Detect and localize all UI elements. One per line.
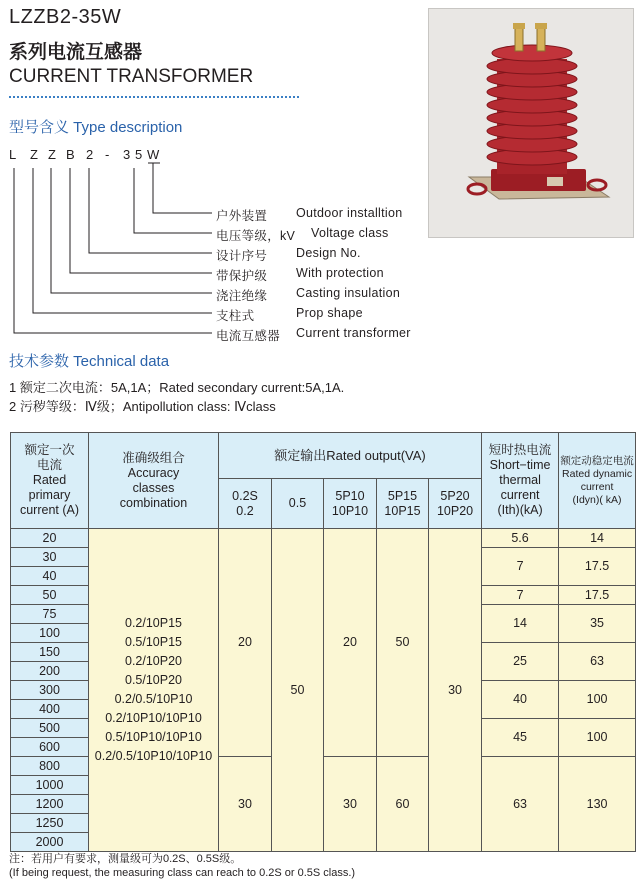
accuracy-combinations-cell: 0.2/10P15 0.5/10P15 0.2/10P20 0.5/10P20 0.2/0.5/10P10 0.2/10P10/10P10 0.5/10P10/10P10 0.2/0.5/10P10/10P10	[89, 529, 219, 852]
ith-cell: 5.6	[482, 529, 559, 548]
code-char: -	[105, 147, 110, 162]
technical-line: 2 污秽等级：Ⅳ级；Antipollution class: Ⅳclass	[9, 399, 276, 414]
ith-cell: 63	[482, 757, 559, 852]
idyn-cell: 100	[559, 719, 636, 757]
header-short-time-current: 短时热电流 Short−time thermal current (Ith)(kA)	[482, 433, 559, 529]
output-0.2-cell: 20	[219, 529, 272, 757]
type-item-cn: 浇注绝缘	[216, 289, 268, 303]
header-class-0.5: 0.5	[272, 479, 324, 529]
footnote-en: (If being request, the measuring class can reach to 0.2S or 0.5S class.)	[9, 867, 356, 879]
header-rated-primary-current: 额定一次 电流 Rated primary current (A)	[11, 433, 89, 529]
footnote-cn: 注：若用户有要求，测量级可为0.2S、0.5S级。	[9, 853, 242, 865]
primary-current-cell: 50	[11, 586, 89, 605]
primary-current-cell: 600	[11, 738, 89, 757]
output-5p20-cell: 30	[429, 529, 482, 852]
code-char: W	[147, 147, 160, 162]
idyn-cell: 14	[559, 529, 636, 548]
type-item-en: Prop shape	[296, 306, 363, 320]
header-rated-output: 额定输出Rated output(VA)	[219, 433, 482, 479]
primary-current-cell: 400	[11, 700, 89, 719]
ith-cell: 7	[482, 586, 559, 605]
header-accuracy-classes: 准确级组合 Accuracy classes combination	[89, 433, 219, 529]
code-char: B	[66, 147, 75, 162]
idyn-cell: 35	[559, 605, 636, 643]
ith-cell: 40	[482, 681, 559, 719]
output-0.5-cell: 50	[272, 529, 324, 852]
primary-current-cell: 40	[11, 567, 89, 586]
type-item-en: Current transformer	[296, 326, 411, 340]
header-class-5p20: 5P20 10P20	[429, 479, 482, 529]
code-char: Z	[48, 147, 56, 162]
output-5p15-cell: 50	[377, 529, 429, 757]
type-item-cn: 电流互感器	[216, 329, 281, 343]
output-0.2-cell: 30	[219, 757, 272, 852]
header-class-5p15: 5P15 10P15	[377, 479, 429, 529]
type-item-en: With protection	[296, 266, 384, 280]
code-char: 2	[86, 147, 94, 162]
ith-cell: 7	[482, 548, 559, 586]
idyn-cell: 130	[559, 757, 636, 852]
type-item-en: Outdoor installtion	[296, 206, 403, 220]
primary-current-cell: 300	[11, 681, 89, 700]
current-transformer-illustration	[429, 9, 633, 237]
technical-line: 1 额定二次电流：5A,1A；Rated secondary current:5A,1A.	[9, 380, 345, 395]
type-item-cn: 户外装置	[216, 209, 268, 223]
idyn-cell: 63	[559, 643, 636, 681]
ith-cell: 45	[482, 719, 559, 757]
type-item-cn: 支柱式	[216, 309, 255, 323]
primary-current-cell: 100	[11, 624, 89, 643]
ith-cell: 25	[482, 643, 559, 681]
primary-current-cell: 1000	[11, 776, 89, 795]
type-description-heading: 型号含义 Type description	[9, 119, 183, 136]
idyn-cell: 17.5	[559, 586, 636, 605]
primary-current-cell: 150	[11, 643, 89, 662]
primary-current-cell: 20	[11, 529, 89, 548]
primary-current-cell: 200	[11, 662, 89, 681]
type-code-leader-lines	[0, 160, 220, 345]
rated-data-table	[10, 432, 636, 852]
type-item-en: Casting insulation	[296, 286, 401, 300]
dotted-divider	[9, 96, 299, 98]
technical-data-heading: 技术参数 Technical data	[9, 353, 170, 370]
type-item-cn: 电压等级，kV	[216, 229, 296, 243]
code-char: 5	[135, 147, 143, 162]
primary-current-cell: 500	[11, 719, 89, 738]
code-char: L	[9, 147, 17, 162]
code-char: Z	[30, 147, 38, 162]
header-class-0.2: 0.2S 0.2	[219, 479, 272, 529]
output-5p10-cell: 30	[324, 757, 377, 852]
type-item-cn: 带保护级	[216, 269, 268, 283]
product-photo	[428, 8, 634, 238]
primary-current-cell: 1250	[11, 814, 89, 833]
idyn-cell: 100	[559, 681, 636, 719]
type-item-cn: 设计序号	[216, 249, 268, 263]
type-item-en: Voltage class	[311, 226, 389, 240]
primary-current-cell: 30	[11, 548, 89, 567]
product-name-en: CURRENT TRANSFORMER	[9, 66, 254, 87]
primary-current-cell: 1200	[11, 795, 89, 814]
type-item-en: Design No.	[296, 246, 361, 260]
product-model: LZZB2-35W	[9, 6, 122, 28]
primary-current-cell: 800	[11, 757, 89, 776]
idyn-cell: 17.5	[559, 548, 636, 586]
output-5p10-cell: 20	[324, 529, 377, 757]
ith-cell: 14	[482, 605, 559, 643]
code-char: 3	[123, 147, 131, 162]
primary-current-cell: 75	[11, 605, 89, 624]
header-class-5p10: 5P10 10P10	[324, 479, 377, 529]
output-5p15-cell: 60	[377, 757, 429, 852]
product-name-cn: 系列电流互感器	[9, 41, 143, 63]
primary-current-cell: 2000	[11, 833, 89, 852]
header-dynamic-current: 额定动稳定电流 Rated dynamic current (Idyn)( kA)	[559, 433, 636, 529]
